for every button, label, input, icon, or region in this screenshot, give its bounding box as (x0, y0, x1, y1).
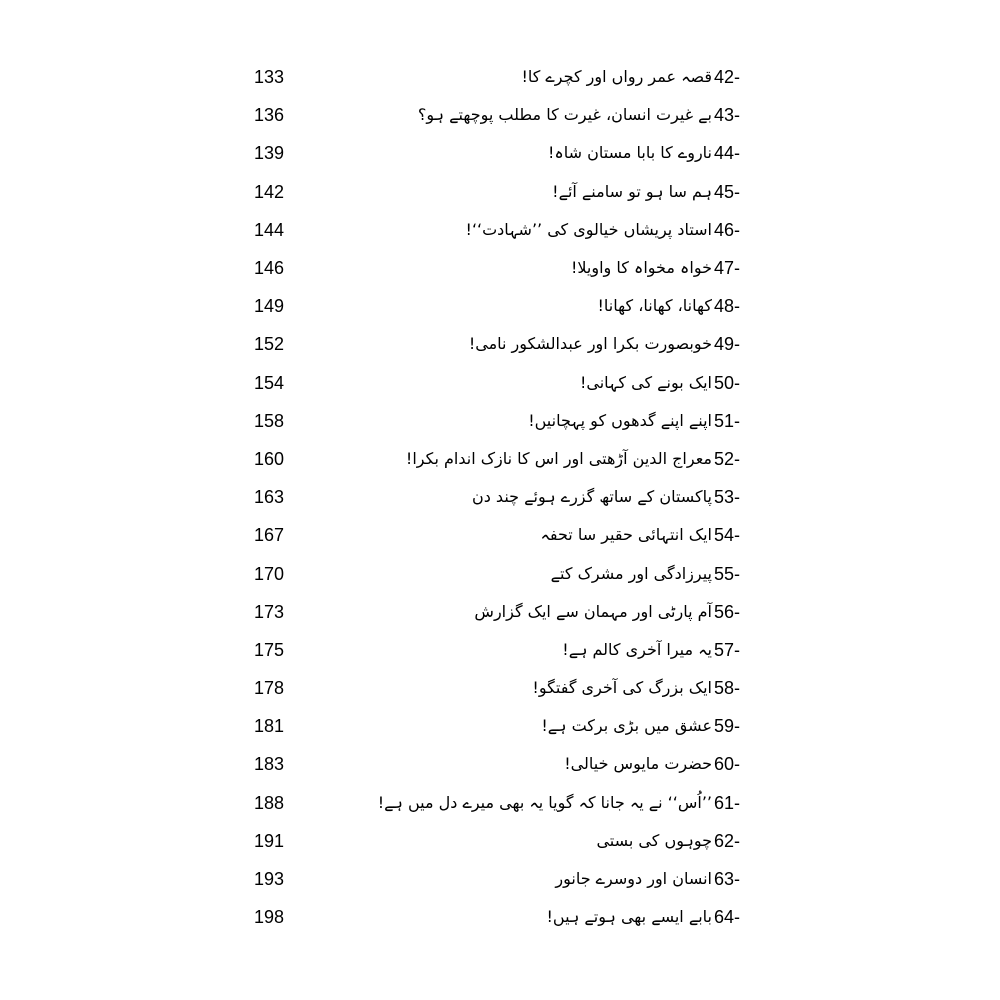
toc-entry-title: خوبصورت بکرا اور عبدالشکور نامی! (468, 334, 712, 354)
toc-entry-title: خواہ مخواہ کا واویلا! (570, 258, 712, 278)
toc-page-number: 136 (254, 105, 285, 126)
toc-page-number: 149 (254, 296, 285, 317)
toc-page-number: 193 (254, 869, 285, 890)
toc-entry-number: 64- (714, 907, 741, 928)
toc-entry-title: ایک انتہائی حقیر سا تحفہ (540, 525, 712, 545)
toc-page-number: 188 (254, 792, 285, 813)
toc-row (0, 325, 1000, 363)
toc-entry-number: 61- (714, 792, 741, 813)
toc-row (0, 402, 1000, 440)
toc-page-number: 154 (254, 372, 285, 393)
toc-page-number: 133 (254, 67, 285, 88)
toc-row (0, 96, 1000, 134)
toc-row (0, 211, 1000, 249)
toc-entry-title: ہم سا ہو تو سامنے آئے! (552, 181, 712, 201)
toc-entry-number: 57- (714, 639, 741, 660)
table-of-contents (0, 58, 1000, 936)
toc-entry-number: 50- (714, 372, 741, 393)
toc-entry-number: 59- (714, 716, 741, 737)
toc-entry-number: 44- (714, 143, 741, 164)
toc-row (0, 58, 1000, 96)
toc-page-number: 198 (254, 907, 285, 928)
toc-row (0, 134, 1000, 172)
toc-entry-title: ایک بونے کی کہانی! (579, 372, 712, 392)
toc-entry-number: 55- (714, 563, 741, 584)
toc-entry-number: 58- (714, 678, 741, 699)
toc-entry-title: آم پارٹی اور مہمان سے ایک گزارش (474, 601, 712, 621)
toc-page-number: 191 (254, 830, 285, 851)
toc-entry-number: 63- (714, 869, 741, 890)
toc-row (0, 249, 1000, 287)
toc-row (0, 669, 1000, 707)
toc-entry-title: ناروے کا بابا مستان شاہ! (547, 143, 712, 163)
toc-page-number: 167 (254, 525, 285, 546)
toc-row (0, 707, 1000, 745)
toc-entry-number: 43- (714, 105, 741, 126)
toc-row (0, 593, 1000, 631)
toc-entry-title: پیرزادگی اور مشرک کتے (550, 563, 712, 583)
toc-entry-title: یہ میرا آخری کالم ہے! (562, 639, 712, 659)
toc-row (0, 173, 1000, 211)
toc-row (0, 898, 1000, 936)
toc-row (0, 822, 1000, 860)
toc-row (0, 554, 1000, 592)
toc-entry-number: 49- (714, 334, 741, 355)
toc-entry-title: قصہ عمر رواں اور کچرے کا! (521, 67, 712, 87)
toc-row (0, 784, 1000, 822)
toc-page-number: 173 (254, 601, 285, 622)
toc-entry-number: 54- (714, 525, 741, 546)
toc-entry-title: انسان اور دوسرے جانور (555, 869, 712, 889)
toc-page-number: 142 (254, 181, 285, 202)
toc-entry-number: 45- (714, 181, 741, 202)
toc-entry-number: 52- (714, 448, 741, 469)
toc-row (0, 516, 1000, 554)
toc-page-number: 178 (254, 678, 285, 699)
toc-entry-title: معراج الدین آڑھتی اور اس کا نازک اندام بکرا! (405, 448, 712, 468)
toc-page-number: 152 (254, 334, 285, 355)
toc-entry-title: بے غیرت انسان، غیرت کا مطلب پوچھتے ہو؟ (417, 105, 712, 125)
toc-entry-title: اپنے اپنے گدھوں کو پہچانیں! (528, 410, 712, 430)
toc-row (0, 440, 1000, 478)
toc-row (0, 287, 1000, 325)
toc-entry-title: پاکستان کے ساتھ گزرے ہوئے چند دن (471, 487, 712, 507)
toc-entry-title: حضرت مایوس خیالی! (564, 754, 712, 774)
toc-entry-number: 47- (714, 258, 741, 279)
toc-entry-title: چوہوں کی بستی (596, 830, 712, 850)
toc-page-number: 170 (254, 563, 285, 584)
toc-page-number: 146 (254, 258, 285, 279)
toc-entry-number: 62- (714, 830, 741, 851)
toc-page-number: 175 (254, 639, 285, 660)
toc-entry-title: استاد پریشاں خیالوی کی ’’شہادت‘‘! (465, 219, 712, 239)
toc-row (0, 631, 1000, 669)
toc-page-number: 183 (254, 754, 285, 775)
toc-entry-number: 48- (714, 296, 741, 317)
toc-page-number: 163 (254, 487, 285, 508)
toc-entry-number: 46- (714, 219, 741, 240)
toc-page-number: 160 (254, 448, 285, 469)
toc-page-number: 144 (254, 219, 285, 240)
toc-entry-number: 53- (714, 487, 741, 508)
toc-entry-title: کھانا، کھانا، کھانا! (597, 296, 712, 316)
toc-entry-number: 42- (714, 67, 741, 88)
toc-row (0, 745, 1000, 783)
toc-page-number: 181 (254, 716, 285, 737)
toc-entry-title: بابے ایسے بھی ہوتے ہیں! (546, 907, 712, 927)
toc-entry-title: ایک بزرگ کی آخری گفتگو! (532, 678, 712, 698)
toc-row (0, 860, 1000, 898)
toc-entry-number: 60- (714, 754, 741, 775)
toc-entry-number: 56- (714, 601, 741, 622)
toc-entry-number: 51- (714, 410, 741, 431)
toc-page-number: 139 (254, 143, 285, 164)
toc-row (0, 478, 1000, 516)
toc-entry-title: عشق میں بڑی برکت ہے! (541, 716, 712, 736)
toc-entry-title: ’’اُس‘‘ نے یہ جانا کہ گویا یہ بھی میرے دل میں ہے! (377, 792, 712, 812)
toc-page-number: 158 (254, 410, 285, 431)
toc-row (0, 364, 1000, 402)
